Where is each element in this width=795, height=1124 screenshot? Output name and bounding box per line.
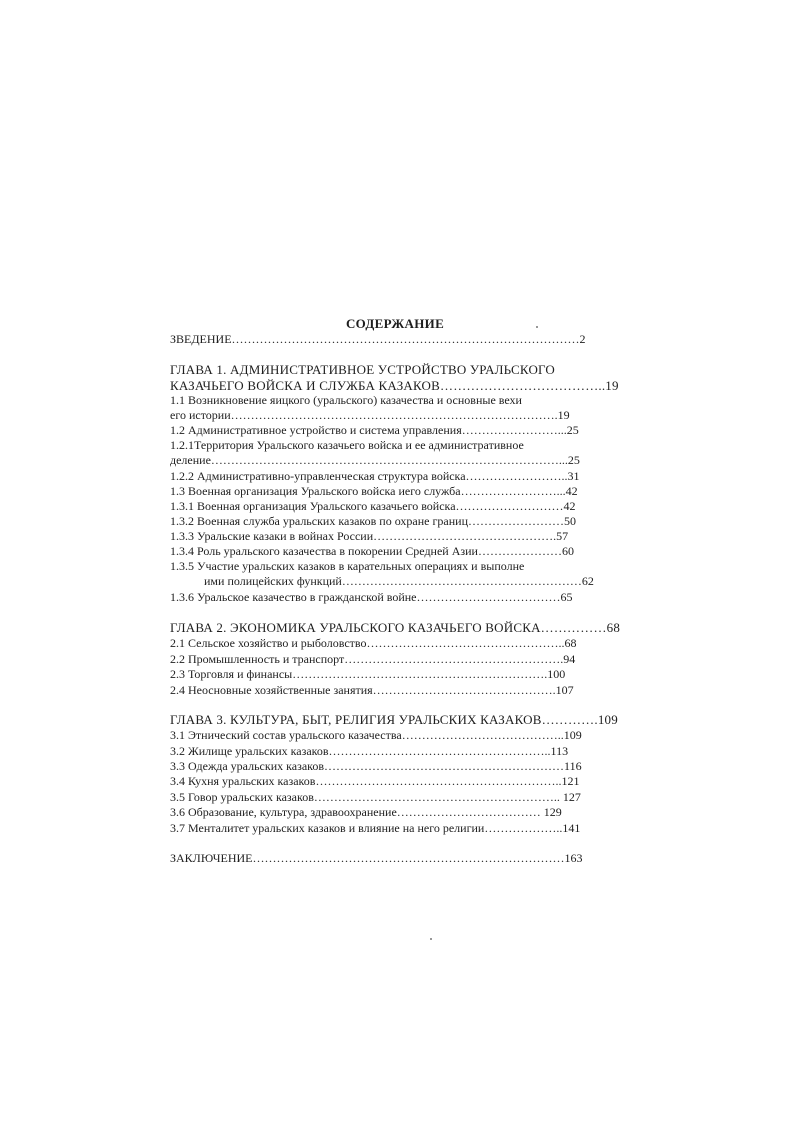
toc-entry-chapter-3-heading: ГЛАВА 3. КУЛЬТУРА, БЫТ, РЕЛИГИЯ УРАЛЬСКИХ КАЗАКОВ………….109	[170, 712, 618, 727]
toc-entry-2-1: 2.1 Сельское хозяйство и рыболовство…………………………………………..68	[170, 636, 577, 650]
page-title: СОДЕРЖАНИЕ	[345, 316, 445, 331]
scan-speck	[536, 326, 538, 328]
toc-entry-chapter-1-heading-cont: КАЗАЧЬЕГО ВОЙСКА И СЛУЖБА КАЗАКОВ………………………………..19	[170, 378, 619, 393]
toc-entry-1-2: 1.2 Административное устройство и система управления……………………...25	[170, 423, 579, 437]
toc-entry-3-6: 3.6 Образование, культура, здравоохранение……………………………… 129	[170, 805, 562, 819]
toc-entry-3-5: 3.5 Говор уральских казаков…………………………………………………….. 127	[170, 790, 581, 804]
toc-entry-1-2-1: 1.2.1Территория Уральского казачьего войска и ее административное	[170, 438, 524, 452]
toc-entry-1-2-1-cont: деление……………………………………………………………………………...25	[170, 453, 580, 467]
toc-entry-3-2: 3.2 Жилище уральских казаков………………………………………………..113	[170, 744, 569, 758]
toc-entry-conclusion: ЗАКЛЮЧЕНИЕ……………………………………………………………………163	[170, 851, 583, 865]
toc-entry-1-3-1: 1.3.1 Военная организация Уральского казачьего войска………………………42	[170, 499, 576, 513]
scan-speck	[430, 938, 432, 940]
toc-entry-chapter-2-heading: ГЛАВА 2. ЭКОНОМИКА УРАЛЬСКОГО КАЗАЧЬЕГО ВОЙСКА……………68	[170, 620, 621, 635]
toc-entry-chapter-1-heading: ГЛАВА 1. АДМИНИСТРАТИВНОЕ УСТРОЙСТВО УРАЛЬСКОГО	[170, 362, 556, 377]
toc-entry-1-3-5: 1.3.5 Участие уральских казаков в карательных операциях и выполне	[170, 559, 525, 573]
toc-entry-2-3: 2.3 Торговля и финансы……………………………………………………….100	[170, 667, 566, 681]
toc-entry-3-3: 3.3 Одежда уральских казаков……………………………………………………116	[170, 759, 582, 773]
toc-entry-1-1: 1.1 Возникновение яицкого (уральского) казачества и основные вехи	[170, 393, 522, 407]
toc-entry-introduction: ЗВЕДЕНИЕ……………………………………………………………………………2	[170, 332, 586, 346]
toc-entry-2-2: 2.2 Промышленность и транспорт……………………………………………….94	[170, 652, 576, 666]
toc-entry-1-2-2: 1.2.2 Административно-управленческая структура войска……………………..31	[170, 469, 580, 483]
toc-entry-3-7: 3.7 Менталитет уральских казаков и влияние на него религии………………..141	[170, 821, 581, 835]
toc-entry-1-3-2: 1.3.2 Военная служба уральских казаков по охране границ……………………50	[170, 514, 576, 528]
toc-entry-1-3-6: 1.3.6 Уральское казачество в гражданской войне………………………………65	[170, 590, 573, 604]
toc-entry-1-3-3: 1.3.3 Уральские казаки в войнах России……………………………………….57	[170, 529, 569, 543]
toc-entry-1-3: 1.3 Военная организация Уральского войска иего служба……………………...42	[170, 484, 578, 498]
toc-entry-3-1: 3.1 Этнический состав уральского казачества…………………………………..109	[170, 728, 582, 742]
toc-entry-2-4: 2.4 Неосновные хозяйственные занятия……………………………………….107	[170, 683, 574, 697]
toc-entry-1-3-5-cont: ими полицейских функций……………………………………………………62	[204, 574, 594, 588]
toc-entry-1-1-cont: его истории……………………………………………………………………….19	[170, 408, 570, 422]
toc-entry-3-4: 3.4 Кухня уральских казаков……………………………………………………..121	[170, 774, 580, 788]
toc-entry-1-3-4: 1.3.4 Роль уральского казачества в покорении Средней Азии…………………60	[170, 544, 574, 558]
